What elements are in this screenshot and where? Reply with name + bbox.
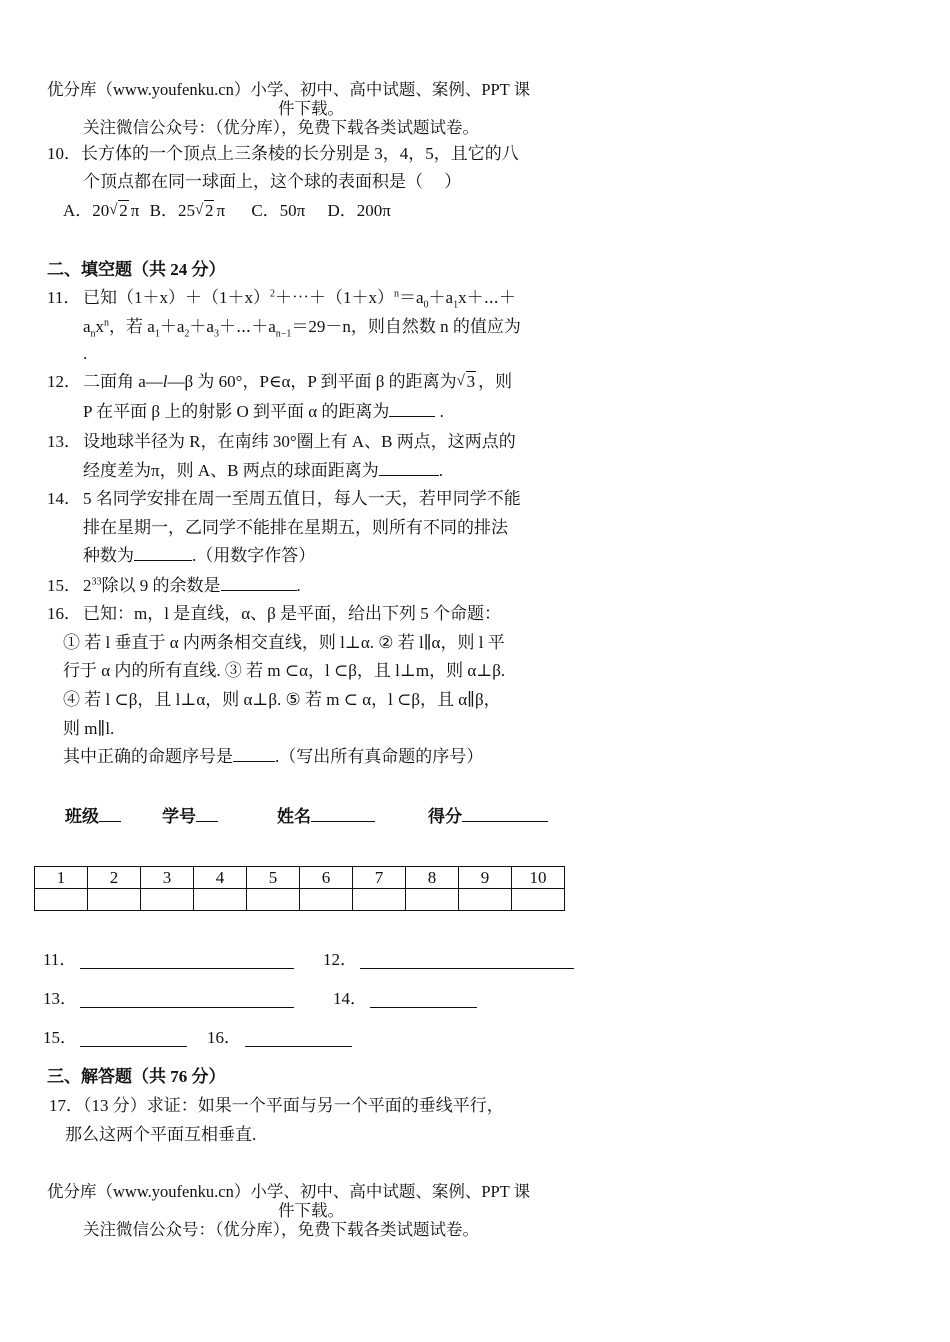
name-blank[interactable] (311, 803, 375, 822)
score-blank[interactable] (462, 803, 548, 822)
header-line-2: 件下载。 (278, 99, 344, 118)
answer-cell[interactable] (35, 889, 88, 911)
section-3-title: 三、解答题（共 76 分） (47, 1067, 226, 1086)
answer-blank (221, 572, 297, 591)
answer-table-header: 6 (300, 867, 353, 889)
footer-line-1: 优分库（www.youfenku.cn）小学、初中、高中试题、案例、PPT 课 (47, 1182, 531, 1201)
q16-line-1: 16． 已知：m，l 是直线，α、β 是平面，给出下列 5 个命题： (47, 604, 502, 623)
answer-13-line[interactable] (80, 1007, 294, 1008)
header-line-1: 优分库（www.youfenku.cn）小学、初中、高中试题、案例、PPT 课 (47, 80, 531, 99)
answer-table-header: 3 (141, 867, 194, 889)
answer-12-line[interactable] (360, 968, 574, 969)
name-field: 姓名 (277, 803, 375, 831)
answer-table-header: 2 (88, 867, 141, 889)
score-field: 得分 (428, 803, 548, 831)
answer-cell[interactable] (141, 889, 194, 911)
sqrt-symbol: √ 2 (109, 201, 128, 220)
answer-cell[interactable] (300, 889, 353, 911)
answer-table-header: 4 (194, 867, 247, 889)
answer-16-label: 16． (207, 1028, 241, 1047)
q13-line-2: 经度差为π，则 A、B 两点的球面距离为 . (83, 457, 443, 485)
q11-line-1: 11． 已知$(1+x)+(1+x)^2+\cdots+(1+x)^n=a_0+a_1x+\cdots+$ (47, 288, 516, 311)
q17-line-2: 那么这两个平面互相垂直. (65, 1125, 257, 1144)
q12-line-1: 12． 二面角 a—l—β 为 60°，P∈α，P 到平面 β 的距离为 √ 3 ，则 (47, 368, 512, 396)
answer-table-header: 5 (247, 867, 300, 889)
q14-line-3: 种数为 .（用数字作答） (83, 542, 315, 570)
q10-option-b: B．25 √ 2 π (150, 201, 225, 220)
answer-table-header-row (35, 867, 565, 889)
footer-line-3: 关注微信公众号：（优分库），免费下载各类试题试卷。 (83, 1220, 479, 1239)
answer-blank (134, 542, 192, 561)
answer-cell[interactable] (353, 889, 406, 911)
q10-line-1: 10．长方体的一个顶点上三条棱的长分别是 3，4，5，且它的八 (47, 144, 519, 163)
answer-16-line[interactable] (245, 1046, 352, 1047)
q17-line-1: 17．（13 分）求证：如果一个平面与另一个平面的垂线平行， (49, 1096, 504, 1115)
q11-line-3: . (83, 344, 88, 363)
q11-line-2: $a_nx^n$，若 $a_1+a_2+a_3+\cdots+a_{n-1}=29-n$，则自然数 n 的值应为 (83, 317, 521, 340)
answer-11-label: 11． (43, 950, 77, 969)
answer-table-header: 1 (35, 867, 88, 889)
answer-14-line[interactable] (370, 1007, 477, 1008)
sqrt-symbol: √ 2 (194, 201, 214, 220)
answer-12-label: 12． (323, 950, 357, 969)
footer-line-2: 件下载。 (278, 1201, 344, 1220)
student-id-field: 学号 (162, 803, 218, 831)
header-line-3: 关注微信公众号：（优分库），免费下载各类试题试卷。 (83, 118, 479, 137)
q12-line-2: P 在平面 β 上的射影 O 到平面 α 的距离为 . (83, 398, 444, 426)
sqrt-symbol: √ 3 (456, 372, 476, 391)
class-blank[interactable] (99, 803, 121, 822)
answer-14-label: 14． (333, 989, 367, 1008)
q14-line-2: 排在星期一，乙同学不能排在星期五，则所有不同的排法 (83, 518, 508, 537)
answer-15-label: 15． (43, 1028, 77, 1047)
answer-blank (389, 398, 435, 417)
q10-option-c: C．50π (251, 201, 306, 220)
student-id-blank[interactable] (196, 803, 218, 822)
q10-line-2: 个顶点都在同一球面上，这个球的表面积是（ ） (83, 172, 462, 191)
answer-table-answer-row (35, 889, 565, 911)
answer-blank (233, 743, 275, 762)
q16-line-2: ① 若 l 垂直于 α 内两条相交直线，则 l⊥α. ② 若 l∥α，则 l 平 (63, 633, 505, 652)
answer-cell[interactable] (247, 889, 300, 911)
answer-table (34, 866, 565, 911)
q15-line: 15． $2^{33}$除以 9 的余数是 . (47, 572, 301, 600)
answer-cell[interactable] (512, 889, 565, 911)
q14-line-1: 14． 5 名同学安排在周一至周五值日，每人一天，若甲同学不能 (47, 489, 521, 508)
q10-option-a: A．20 √ 2 π (63, 201, 139, 220)
answer-table-header: 8 (406, 867, 459, 889)
answer-15-line[interactable] (80, 1046, 187, 1047)
answer-table-header: 10 (512, 867, 565, 889)
answer-cell[interactable] (406, 889, 459, 911)
answer-table-header: 9 (459, 867, 512, 889)
answer-13-label: 13． (43, 989, 77, 1008)
answer-cell[interactable] (459, 889, 512, 911)
q10-option-d: D．200π (327, 201, 391, 220)
section-2-title: 二、填空题（共 24 分） (47, 260, 226, 279)
q16-line-4: ④ 若 l ⊂β，且 l⊥α，则 α⊥β. ⑤ 若 m ⊂ α，l ⊂β，且 α∥β， (63, 690, 501, 709)
q16-line-3: 行于 α 内的所有直线. ③ 若 m ⊂α，l ⊂β，且 l⊥m，则 α⊥β. (63, 661, 506, 680)
q10-options (63, 197, 391, 225)
q16-line-5: 则 m∥l. (63, 719, 115, 738)
q16-line-6: 其中正确的命题序号是 .（写出所有真命题的序号） (63, 743, 483, 771)
class-field: 班级 (65, 803, 121, 831)
q13-line-1: 13． 设地球半径为 R，在南纬 30°圈上有 A、B 两点，这两点的 (47, 432, 516, 451)
answer-11-line[interactable] (80, 968, 294, 969)
answer-blank (379, 457, 439, 476)
answer-cell[interactable] (88, 889, 141, 911)
answer-cell[interactable] (194, 889, 247, 911)
answer-table-header: 7 (353, 867, 406, 889)
